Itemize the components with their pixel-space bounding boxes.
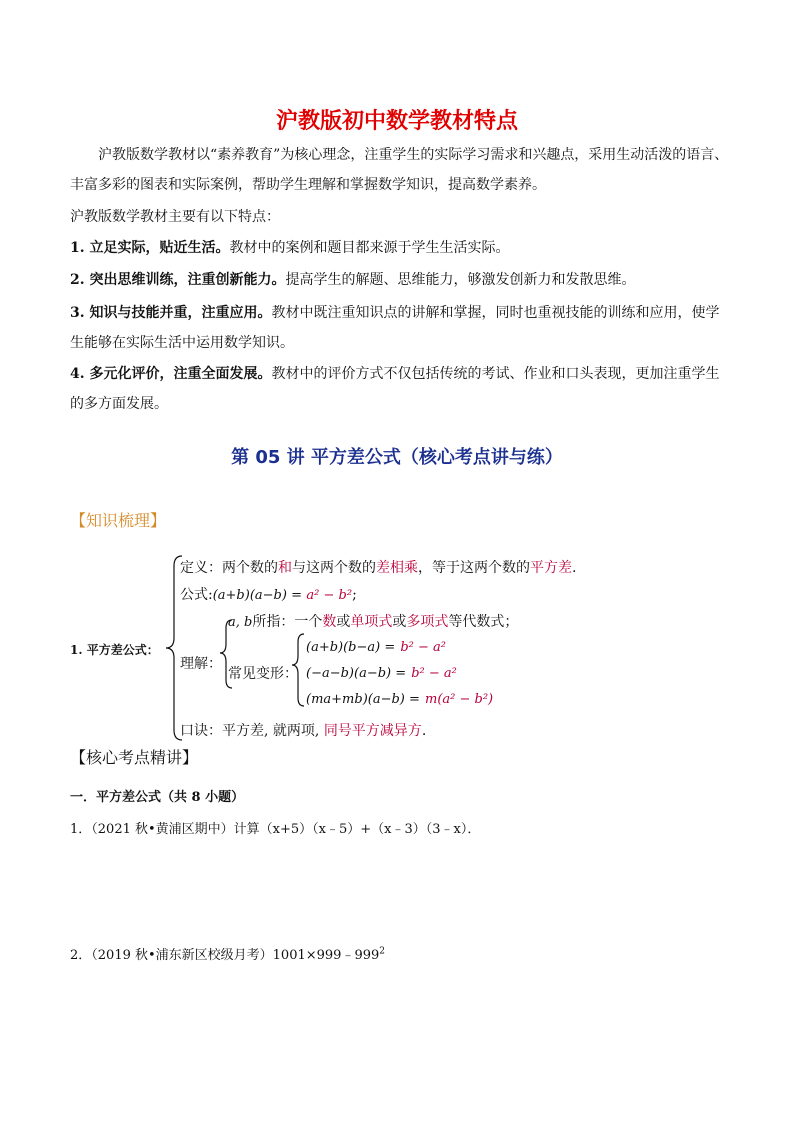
feature-4-title: 4. 多元化评价，注重全面发展。 xyxy=(70,366,272,382)
feature-3-text: 教材中既注重知识点的讲解和掌握，同时也重视技能的训练和应用，使学 xyxy=(271,305,720,321)
definition-sum: 和 xyxy=(278,560,292,576)
definition-square-diff: 平方差 xyxy=(530,560,572,576)
ab-text: 或 xyxy=(392,614,407,630)
ab-text: 所指：一个 xyxy=(252,614,323,630)
ab-vars: a, b xyxy=(228,615,253,630)
variant-1-lhs: (a+b)(b−a) = xyxy=(306,640,396,655)
question-1: 1．（2021 秋•黄浦区期中）计算（x+5）（x﹣5）+（x﹣3）（3﹣x）． xyxy=(70,822,481,837)
variant-3-lhs: (ma+mb)(a−b) = xyxy=(306,692,420,707)
question-2-exponent: 2 xyxy=(379,946,385,957)
ab-text: 或 xyxy=(336,614,351,630)
core-heading: 【核心考点精讲】 xyxy=(70,748,199,767)
formula-root-label: 1. 平方差公式： xyxy=(70,643,159,657)
feature-3 xyxy=(70,303,730,323)
feature-1 xyxy=(70,238,730,258)
definition-end: . xyxy=(572,560,577,576)
mnemonic-text: 口诀：平方差, 就两项, xyxy=(180,723,324,739)
variant-2-rhs: b² − a² xyxy=(411,666,457,681)
formula-prefix: 公式: xyxy=(180,587,213,603)
formula-brace-diagram xyxy=(160,552,323,744)
formula-lhs: (a+b)(a−b) = xyxy=(212,588,302,603)
feature-3-title: 3. 知识与技能并重，注重应用。 xyxy=(70,305,272,321)
ab-polynomial: 多项式 xyxy=(406,614,449,630)
ab-number: 数 xyxy=(322,614,337,630)
definition-line xyxy=(180,557,576,577)
lesson-title: 第 05 讲 平方差公式（核心考点讲与练） xyxy=(231,447,563,468)
formula-end: ; xyxy=(352,587,357,603)
definition-text: 与这两个数的 xyxy=(292,560,376,576)
intro-line-1: 沪教版数学教材以“素养教育”为核心理念，注重学生的实际学习需求和兴趣点，采用生动活泼的语言、 xyxy=(98,147,729,163)
definition-diff-product: 差相乘 xyxy=(376,560,418,576)
variant-1-rhs: b² − a² xyxy=(400,640,446,655)
variant-3 xyxy=(306,688,493,707)
feature-1-title: 1. 立足实际，贴近生活。 xyxy=(70,240,230,256)
feature-4-cont: 的多方面发展。 xyxy=(70,396,168,412)
mnemonic-rule: 同号平方减异方 xyxy=(323,723,422,739)
mnemonic-end: . xyxy=(421,723,427,739)
definition-text: 定义：两个数的 xyxy=(180,560,278,576)
variants-label: 常见变形： xyxy=(228,666,298,682)
mnemonic-line xyxy=(180,720,426,740)
feature-2-text: 提高学生的解题、思维能力，够激发创新力和发散思维。 xyxy=(285,272,636,288)
feature-1-text: 教材中的案例和题目都来源于学生生活实际。 xyxy=(229,240,510,256)
ab-monomial: 单项式 xyxy=(350,614,393,630)
question-2-text: 2．（2019 秋•浦东新区校级月考）1001×999﹣999 xyxy=(70,948,380,963)
formula-rhs: a² − b² xyxy=(306,588,353,603)
knowledge-heading: 【知识梳理】 xyxy=(70,511,167,530)
feature-3-cont: 生能够在实际生活中运用数学知识。 xyxy=(70,335,294,351)
ab-text: 等代数式； xyxy=(448,614,519,630)
feature-2-title: 2. 突出思维训练，注重创新能力。 xyxy=(70,272,286,288)
understand-label: 理解： xyxy=(180,656,222,672)
variant-3-rhs: m(a² − b²) xyxy=(425,692,494,707)
formula-line xyxy=(180,584,357,604)
intro-line-2: 丰富多彩的图表和实际案例，帮助学生理解和掌握数学知识，提高数学素养。 xyxy=(70,177,546,193)
variant-2-lhs: (−a−b)(a−b) = xyxy=(306,666,407,681)
question-2 xyxy=(70,944,385,963)
section-title: 一．平方差公式（共 8 小题） xyxy=(70,790,245,805)
variant-1 xyxy=(306,636,446,655)
intro-feature-lead: 沪教版数学教材主要有以下特点： xyxy=(70,209,280,225)
document-title: 沪教版初中数学教材特点 xyxy=(275,109,518,134)
definition-text: ，等于这两个数的 xyxy=(418,560,530,576)
feature-2 xyxy=(70,270,730,290)
feature-4-text: 教材中的评价方式不仅包括传统的考试、作业和口头表现，更加注重学生 xyxy=(271,366,720,382)
ab-meaning-line xyxy=(228,611,518,631)
feature-4 xyxy=(70,364,730,384)
variant-2 xyxy=(306,662,457,681)
